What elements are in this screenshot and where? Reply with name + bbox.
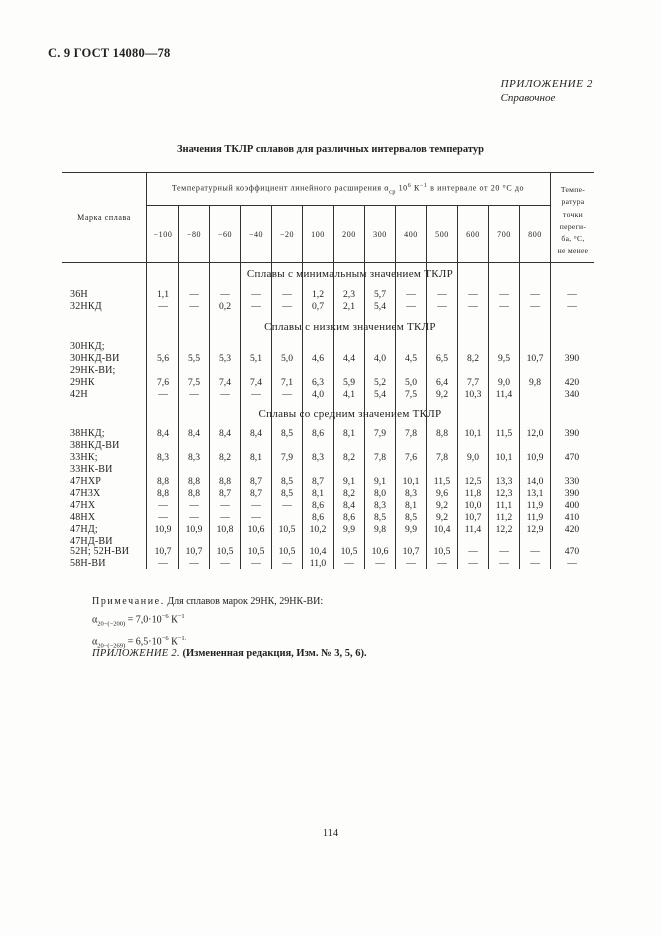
grade-label: 32НКД	[70, 301, 102, 312]
table-cell: 10,8	[216, 524, 234, 535]
change-label: ПРИЛОЖЕНИЕ 2.	[92, 648, 180, 659]
header-bend-line: Темпе-	[560, 185, 586, 194]
grade-label: 29НК	[70, 377, 95, 388]
table-cell: 330	[564, 476, 580, 487]
table-cell: 10,7	[402, 546, 420, 557]
temp-header: 600	[466, 230, 480, 239]
table-cell: 10,9	[185, 524, 203, 535]
table-cell: 8,3	[157, 452, 169, 463]
table-cell: 8,5	[281, 476, 293, 487]
table-cell: 420	[564, 377, 580, 388]
table-cell: 9,1	[343, 476, 355, 487]
formula-2-value: = 6,5·10	[127, 636, 162, 648]
formula-2-unit-exp: −1.	[177, 635, 187, 643]
header-unit-exp: −1	[419, 183, 428, 189]
temp-header: 700	[497, 230, 511, 239]
temp-header: −80	[186, 230, 202, 239]
table-cell: 10,6	[371, 546, 389, 557]
table-cell: 11,4	[464, 524, 482, 535]
grade-label: 30НКД;	[70, 341, 105, 352]
table-cell: —	[468, 301, 478, 312]
formula-1-unit-exp: −1	[177, 613, 185, 620]
table-cell: 4,5	[405, 353, 417, 364]
table-cell: 9,1	[374, 476, 386, 487]
table-cell: 9,0	[467, 452, 479, 463]
table-cell: 10,1	[402, 476, 420, 487]
appendix-title: ПРИЛОЖЕНИЕ 2	[500, 78, 593, 90]
alpha-symbol: α	[92, 636, 98, 648]
table-cell: 7,9	[281, 452, 293, 463]
table-cell: 8,4	[250, 428, 262, 439]
table-cell: 5,5	[188, 353, 200, 364]
table-cell: 8,3	[405, 488, 417, 499]
grade-label: 33НК;	[70, 452, 98, 463]
table-cell: 410	[564, 512, 580, 523]
table-cell: 8,1	[343, 428, 355, 439]
table-cell: 5,4	[374, 301, 386, 312]
table-cell: 6,4	[436, 377, 448, 388]
table-cell: 8,2	[467, 353, 479, 364]
header-bend-line: не менее	[557, 246, 589, 256]
table-cell: 13,3	[495, 476, 513, 487]
table-cell: 7,8	[436, 452, 448, 463]
table-cell: 5,1	[250, 353, 262, 364]
table-cell: —	[499, 558, 509, 569]
table-cell: —	[530, 301, 540, 312]
appendix-subtitle: Справочное	[500, 92, 556, 104]
table-cell: 9,5	[498, 353, 510, 364]
table-cell: 10,9	[154, 524, 172, 535]
temp-header: 400	[404, 230, 418, 239]
table-cell: 10,5	[247, 546, 265, 557]
table-cell: 8,3	[312, 452, 324, 463]
table-cell: —	[282, 500, 292, 511]
table-cell: —	[220, 289, 230, 300]
table-cell: —	[468, 289, 478, 300]
table-cell: 9,9	[343, 524, 355, 535]
temp-header: 300	[373, 230, 387, 239]
table-cell: 5,3	[219, 353, 231, 364]
grade-label: 52Н; 52Н-ВИ	[70, 546, 130, 557]
table-cell: 5,2	[374, 377, 386, 388]
table-cell: 8,3	[188, 452, 200, 463]
table-cell: 11,0	[309, 558, 327, 569]
page-number: 114	[322, 828, 339, 839]
grade-label: 38НКД-ВИ	[70, 440, 120, 451]
table-cell: 390	[564, 488, 580, 499]
temp-header: 800	[528, 230, 542, 239]
table-cell: —	[567, 558, 577, 569]
grade-label: 38НКД;	[70, 428, 105, 439]
note-text: Для сплавов марок 29НК, 29НК-ВИ:	[167, 596, 324, 607]
table-cell: —	[406, 289, 416, 300]
page-header: С. 9 ГОСТ 14080—78	[48, 46, 171, 60]
header-ten-exp: 6	[407, 183, 412, 189]
grade-col-rule	[146, 172, 147, 569]
table-cell: 10,7	[154, 546, 172, 557]
table-cell: 340	[564, 389, 580, 400]
table-cell: —	[499, 301, 509, 312]
table-cell: 7,8	[405, 428, 417, 439]
note-formula-1	[92, 609, 323, 631]
table-cell: 8,7	[250, 488, 262, 499]
table-cell: —	[251, 512, 261, 523]
table-cell: 9,0	[498, 377, 510, 388]
formula-2-unit: К	[171, 636, 178, 648]
table-cell: 8,3	[374, 500, 386, 511]
temp-header: 100	[311, 230, 325, 239]
table-cell: 8,8	[157, 488, 169, 499]
table-cell: 470	[564, 546, 580, 557]
grade-label: 58Н-ВИ	[70, 558, 106, 569]
table-cell: —	[282, 389, 292, 400]
table-cell: —	[189, 301, 199, 312]
table-cell: 8,5	[281, 428, 293, 439]
table-cell: —	[158, 301, 168, 312]
table-cell: —	[437, 301, 447, 312]
table-cell: 11,1	[495, 500, 513, 511]
table-cell: 8,6	[312, 512, 324, 523]
table-cell: 8,6	[312, 428, 324, 439]
header-coefficient	[146, 183, 550, 195]
header-bottom-rule	[62, 262, 594, 263]
formula-1-unit: К	[171, 614, 178, 626]
section-title: Сплавы с минимальным значением ТКЛР	[246, 268, 454, 280]
table-cell: 4,4	[343, 353, 355, 364]
table-cell: 12,0	[526, 428, 544, 439]
table-cell: 10,7	[185, 546, 203, 557]
table-cell: 8,4	[157, 428, 169, 439]
temp-header: −60	[217, 230, 233, 239]
grade-label: 42Н	[70, 389, 88, 400]
table-cell: 10,1	[495, 452, 513, 463]
table-cell: 9,2	[436, 389, 448, 400]
table-cell: —	[499, 546, 509, 557]
table-cell: 8,8	[436, 428, 448, 439]
table-cell: —	[406, 301, 416, 312]
table-cell: —	[220, 389, 230, 400]
table-cell: 7,4	[219, 377, 231, 388]
table-cell: 11,9	[526, 500, 544, 511]
table-cell: 8,6	[343, 512, 355, 523]
table-title: Значения ТКЛР сплавов для различных интервалов температур	[177, 144, 484, 155]
table-cell: 10,3	[464, 389, 482, 400]
table-cell: 8,1	[312, 488, 324, 499]
table-cell: —	[499, 289, 509, 300]
table-note	[92, 594, 323, 654]
table-cell: 6,5	[436, 353, 448, 364]
table-cell: 10,4	[309, 546, 327, 557]
table-cell: —	[251, 301, 261, 312]
table-cell: 8,7	[312, 476, 324, 487]
table-cell: 4,1	[343, 389, 355, 400]
table-cell: —	[282, 289, 292, 300]
formula-2-exp: −6	[161, 635, 169, 643]
table-cell: 9,2	[436, 512, 448, 523]
table-cell: —	[189, 558, 199, 569]
table-cell: 6,3	[312, 377, 324, 388]
table-cell: 5,0	[281, 353, 293, 364]
grade-label: 47НД;	[70, 524, 98, 535]
table-cell: 8,1	[250, 452, 262, 463]
table-cell: 1,1	[157, 289, 169, 300]
table-cell: 11,9	[526, 512, 544, 523]
table-cell: 4,0	[374, 353, 386, 364]
table-cell: —	[530, 558, 540, 569]
table-cell: 5,6	[157, 353, 169, 364]
table-cell: —	[220, 512, 230, 523]
table-cell: 8,4	[219, 428, 231, 439]
table-cell: 11,2	[495, 512, 513, 523]
table-cell: 12,9	[526, 524, 544, 535]
table-cell: 10,5	[340, 546, 358, 557]
grade-label: 48НХ	[70, 512, 96, 523]
table-cell: 5,9	[343, 377, 355, 388]
temp-header: 500	[435, 230, 449, 239]
formula-2-sub: 20−(−269)	[97, 642, 126, 650]
table-cell: 0,2	[219, 301, 231, 312]
table-cell: 7,5	[188, 377, 200, 388]
header-unit: К	[413, 183, 420, 193]
header-alpha-sub: ср	[389, 189, 396, 196]
table-cell: 10,2	[309, 524, 327, 535]
grade-label: 33НК-ВИ	[70, 464, 113, 475]
table-cell: —	[189, 289, 199, 300]
grade-label: 47НХР	[70, 476, 102, 487]
table-cell: 8,8	[188, 476, 200, 487]
change-note	[92, 648, 367, 659]
table-cell: 10,6	[247, 524, 265, 535]
table-cell: —	[567, 301, 577, 312]
table-cell: —	[282, 301, 292, 312]
table-cell: 11,4	[495, 389, 513, 400]
table-top-rule	[62, 172, 594, 173]
table-cell: —	[406, 558, 416, 569]
table-cell: —	[220, 500, 230, 511]
table-cell: 11,8	[464, 488, 482, 499]
temp-header: −40	[248, 230, 264, 239]
table-cell: 7,8	[374, 452, 386, 463]
table-cell: 10,5	[278, 546, 296, 557]
grade-label: 29НК-ВИ;	[70, 365, 116, 376]
header-bend-line: точки	[563, 209, 583, 219]
grade-label: 47НХ	[70, 500, 96, 511]
change-text: (Измененная редакция, Изм. № 3, 5, 6).	[182, 648, 367, 659]
table-cell: —	[189, 389, 199, 400]
table-cell: 9,2	[436, 500, 448, 511]
table-cell: 5,7	[374, 289, 386, 300]
table-cell: 10,7	[464, 512, 482, 523]
header-bend-line: переги-	[559, 221, 587, 231]
header-mid-rule	[146, 205, 550, 206]
temp-header: −20	[279, 230, 295, 239]
table-cell: —	[158, 558, 168, 569]
header-coefficient-text: Температурный коэффициент линейного расширения α	[171, 183, 390, 193]
table-cell: 2,1	[343, 301, 355, 312]
table-cell: 8,5	[405, 512, 417, 523]
table-cell: 8,2	[343, 452, 355, 463]
table-cell: 7,4	[250, 377, 262, 388]
table-cell: 12,2	[495, 524, 513, 535]
table-cell: 8,2	[343, 488, 355, 499]
table-cell: —	[344, 558, 354, 569]
table-cell: 1,2	[312, 289, 324, 300]
header-bend-line: ратура	[561, 197, 585, 207]
table-cell: 10,5	[278, 524, 296, 535]
table-cell: —	[375, 558, 385, 569]
section-title: Сплавы со средним значением ТКЛР	[258, 408, 442, 420]
table-cell: 9,8	[529, 377, 541, 388]
section-title: Сплавы с низким значением ТКЛР	[264, 321, 436, 333]
table-cell: 8,4	[343, 500, 355, 511]
table-cell: 10,9	[526, 452, 544, 463]
formula-1-value: = 7,0·10	[127, 614, 162, 626]
alpha-symbol: α	[92, 614, 98, 626]
table-cell: 5,4	[374, 389, 386, 400]
table-cell: 14,0	[526, 476, 544, 487]
grade-label: 47НД-ВИ	[70, 536, 113, 547]
table-cell: —	[220, 558, 230, 569]
table-cell: 4,6	[312, 353, 324, 364]
table-cell: —	[282, 558, 292, 569]
table-cell: 10,7	[526, 353, 544, 364]
grade-label: 47Н3Х	[70, 488, 101, 499]
table-cell: 2,3	[343, 289, 355, 300]
table-cell: —	[251, 389, 261, 400]
table-cell: 8,4	[188, 428, 200, 439]
table-cell: 7,1	[281, 377, 293, 388]
table-cell: 7,5	[405, 389, 417, 400]
table-cell: —	[468, 558, 478, 569]
table-cell: —	[468, 546, 478, 557]
table-cell: —	[530, 289, 540, 300]
table-cell: 0,7	[312, 301, 324, 312]
table-cell: 13,1	[526, 488, 544, 499]
table-cell: 8,7	[219, 488, 231, 499]
table-cell: 8,2	[219, 452, 231, 463]
table-cell: 7,6	[405, 452, 417, 463]
header-bend-point	[551, 184, 595, 258]
table-cell: 8,8	[188, 488, 200, 499]
grade-label: 36Н	[70, 289, 88, 300]
table-cell: 8,7	[250, 476, 262, 487]
table-cell: 8,0	[374, 488, 386, 499]
header-grade: Марка сплава	[77, 213, 131, 222]
table-cell: 8,1	[405, 500, 417, 511]
formula-1-exp: −6	[161, 613, 169, 620]
table-cell: 8,5	[374, 512, 386, 523]
table-cell: 7,9	[374, 428, 386, 439]
table-cell: —	[251, 558, 261, 569]
note-label: Примечание.	[92, 596, 165, 607]
header-interval: в интервале от 20 °С до	[430, 183, 525, 193]
table-cell: 10,5	[433, 546, 451, 557]
formula-1-sub: 20−(−200)	[97, 620, 126, 628]
table-cell: 5,0	[405, 377, 417, 388]
table-cell: 12,3	[495, 488, 513, 499]
table-cell: —	[158, 500, 168, 511]
table-cell: —	[251, 289, 261, 300]
table-cell: 11,5	[495, 428, 513, 439]
table-cell: 390	[564, 353, 580, 364]
table-cell: —	[189, 512, 199, 523]
table-cell: 10,0	[464, 500, 482, 511]
table-cell: 10,4	[433, 524, 451, 535]
temp-header: −100	[153, 230, 173, 239]
table-cell: —	[189, 500, 199, 511]
table-cell: 9,9	[405, 524, 417, 535]
table-cell: —	[251, 500, 261, 511]
table-cell: 10,5	[216, 546, 234, 557]
table-cell: 470	[564, 452, 580, 463]
table-cell: —	[530, 546, 540, 557]
table-cell: 390	[564, 428, 580, 439]
table-cell: 9,6	[436, 488, 448, 499]
header-bend-line: ба, °С,	[561, 234, 585, 244]
table-cell: 7,6	[157, 377, 169, 388]
table-cell: —	[437, 558, 447, 569]
table-cell: —	[158, 512, 168, 523]
table-cell: 400	[564, 500, 580, 511]
table-cell: 12,5	[464, 476, 482, 487]
table-cell: —	[437, 289, 447, 300]
table-cell: 8,8	[219, 476, 231, 487]
grade-label: 30НКД-ВИ	[70, 353, 120, 364]
table-cell: 7,7	[467, 377, 479, 388]
table-cell: —	[567, 289, 577, 300]
table-cell: 8,6	[312, 500, 324, 511]
table-cell: 9,8	[374, 524, 386, 535]
table-cell: 4,0	[312, 389, 324, 400]
table-cell: 10,1	[464, 428, 482, 439]
table-cell: 11,5	[433, 476, 451, 487]
table-cell: 420	[564, 524, 580, 535]
table-cell: 8,8	[157, 476, 169, 487]
temp-header: 200	[342, 230, 356, 239]
header-ten: 10	[398, 183, 408, 193]
table-cell: —	[158, 389, 168, 400]
table-cell: 8,5	[281, 488, 293, 499]
